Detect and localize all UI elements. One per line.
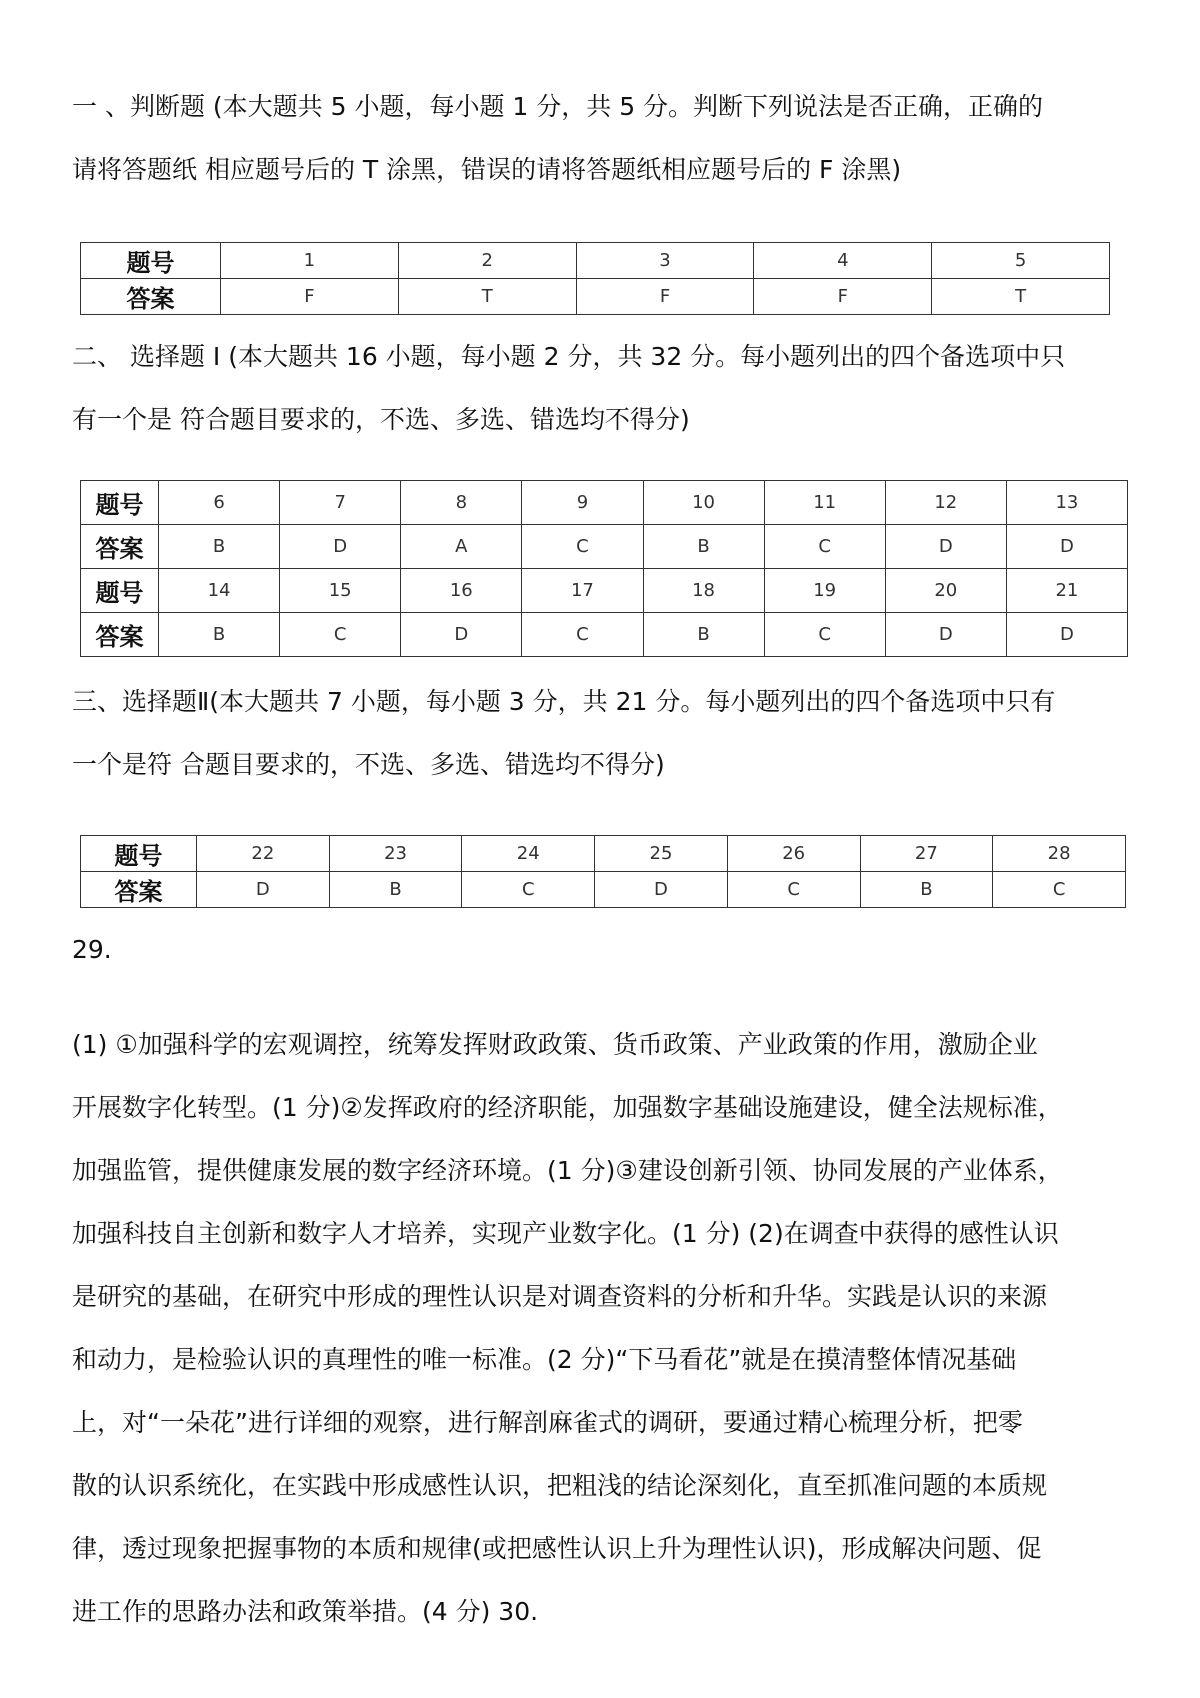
question-number-cell: 16 xyxy=(401,569,522,613)
answer-cell: A xyxy=(401,525,522,569)
question-number: 29. xyxy=(72,935,112,964)
question-number-cell: 11 xyxy=(764,481,885,525)
question-number-cell: 1 xyxy=(221,243,399,279)
answer-cell: F xyxy=(221,279,399,315)
row-header-cell: 答案 xyxy=(81,613,159,657)
answer-line: 和动力，是检验认识的真理性的唯一标准。(2 分)“下马看花”就是在摸清整体情况基础 xyxy=(72,1345,1017,1374)
answer-cell: T xyxy=(932,279,1110,315)
question-number-cell: 14 xyxy=(159,569,280,613)
answer-cell: C xyxy=(522,613,643,657)
section2-line: 有一个是 符合题目要求的，不选、多选、错选均不得分) xyxy=(72,405,690,434)
question-number-cell: 2 xyxy=(398,243,576,279)
question-number-cell: 10 xyxy=(643,481,764,525)
answer-cell: D xyxy=(1006,613,1127,657)
section3-instructions xyxy=(72,670,1136,796)
answer-cell: D xyxy=(401,613,522,657)
answer-cell: D xyxy=(885,613,1006,657)
row-header-cell: 答案 xyxy=(81,525,159,569)
answer-cell: C xyxy=(462,872,595,908)
section3-line: 一个是符 合题目要求的，不选、多选、错选均不得分) xyxy=(72,750,665,779)
answer-cell: D xyxy=(280,525,401,569)
question-number-cell: 21 xyxy=(1006,569,1127,613)
row-header-cell: 题号 xyxy=(81,569,159,613)
row-header-cell: 题号 xyxy=(81,243,221,279)
question-number-cell: 19 xyxy=(764,569,885,613)
question-number-cell: 20 xyxy=(885,569,1006,613)
question-29-answer xyxy=(72,1013,1136,1643)
answer-line: 上，对“一朵花”进行详细的观察，进行解剖麻雀式的调研，要通过精心梳理分析，把零 xyxy=(72,1408,1023,1437)
question-number-cell: 17 xyxy=(522,569,643,613)
answer-cell: B xyxy=(643,613,764,657)
question-number-cell: 7 xyxy=(280,481,401,525)
section1-answer-table xyxy=(80,242,1110,315)
question-number-cell: 28 xyxy=(993,836,1126,872)
answer-cell: D xyxy=(595,872,728,908)
answer-cell: D xyxy=(885,525,1006,569)
question-number-cell: 22 xyxy=(197,836,330,872)
question-number-cell: 6 xyxy=(159,481,280,525)
answer-line: 进工作的思路办法和政策举措。(4 分) 30. xyxy=(72,1597,539,1626)
section2-answer-table xyxy=(80,480,1128,657)
table-row xyxy=(81,613,1128,657)
answer-cell: B xyxy=(860,872,993,908)
answer-cell: B xyxy=(643,525,764,569)
section1-instructions xyxy=(72,75,1136,201)
answer-line: 加强科技自主创新和数字人才培养，实现产业数字化。(1 分) (2)在调查中获得的感性认识 xyxy=(72,1219,1059,1248)
question-number-cell: 13 xyxy=(1006,481,1127,525)
answer-cell: B xyxy=(159,613,280,657)
answer-line: 加强监管，提供健康发展的数字经济环境。(1 分)③建设创新引领、协同发展的产业体系， xyxy=(72,1156,1063,1185)
answer-cell: B xyxy=(329,872,462,908)
answer-cell: C xyxy=(993,872,1126,908)
answer-line: 是研究的基础，在研究中形成的理性认识是对调查资料的分析和升华。实践是认识的来源 xyxy=(72,1282,1048,1311)
answer-line: (1) ①加强科学的宏观调控，统筹发挥财政政策、货币政策、产业政策的作用，激励企业 xyxy=(72,1030,1038,1059)
section3-line: 三、选择题Ⅱ(本大题共 7 小题，每小题 3 分，共 21 分。每小题列出的四个备选项中只有 xyxy=(72,687,1056,716)
section2-instructions xyxy=(72,325,1136,451)
table-row xyxy=(81,569,1128,613)
table-row xyxy=(81,836,1126,872)
answer-cell: C xyxy=(764,525,885,569)
question-number-cell: 24 xyxy=(462,836,595,872)
answer-cell: F xyxy=(754,279,932,315)
section3-answer-table xyxy=(80,835,1126,908)
answer-cell: F xyxy=(576,279,754,315)
question-number-cell: 8 xyxy=(401,481,522,525)
table-row xyxy=(81,279,1110,315)
question-29-number xyxy=(72,918,1136,981)
question-number-cell: 3 xyxy=(576,243,754,279)
answer-cell: B xyxy=(159,525,280,569)
answer-line: 开展数字化转型。(1 分)②发挥政府的经济职能，加强数字基础设施建设，健全法规标准， xyxy=(72,1093,1063,1122)
answer-cell: C xyxy=(280,613,401,657)
question-number-cell: 15 xyxy=(280,569,401,613)
answer-cell: C xyxy=(764,613,885,657)
answer-cell: T xyxy=(398,279,576,315)
section2-line: 二、 选择题 I (本大题共 16 小题，每小题 2 分，共 32 分。每小题列出的四个备选项中只 xyxy=(72,342,1066,371)
question-number-cell: 26 xyxy=(727,836,860,872)
answer-line: 散的认识系统化，在实践中形成感性认识，把粗浅的结论深刻化，直至抓准问题的本质规 xyxy=(72,1471,1048,1500)
section1-line: 请将答题纸 相应题号后的 T 涂黑，错误的请将答题纸相应题号后的 F 涂黑) xyxy=(72,155,902,184)
answer-cell: D xyxy=(197,872,330,908)
table-row xyxy=(81,481,1128,525)
row-header-cell: 答案 xyxy=(81,872,197,908)
section1-line: 一 、判断题 (本大题共 5 小题，每小题 1 分，共 5 分。判断下列说法是否正确，正确的 xyxy=(72,92,1044,121)
answer-cell: C xyxy=(522,525,643,569)
question-number-cell: 5 xyxy=(932,243,1110,279)
table-row xyxy=(81,243,1110,279)
question-number-cell: 27 xyxy=(860,836,993,872)
table-row xyxy=(81,525,1128,569)
answer-line: 律，透过现象把握事物的本质和规律(或把感性认识上升为理性认识)，形成解决问题、促 xyxy=(72,1534,1042,1563)
question-number-cell: 9 xyxy=(522,481,643,525)
row-header-cell: 答案 xyxy=(81,279,221,315)
answer-cell: C xyxy=(727,872,860,908)
question-number-cell: 4 xyxy=(754,243,932,279)
answer-cell: D xyxy=(1006,525,1127,569)
question-number-cell: 25 xyxy=(595,836,728,872)
row-header-cell: 题号 xyxy=(81,481,159,525)
question-number-cell: 23 xyxy=(329,836,462,872)
question-number-cell: 18 xyxy=(643,569,764,613)
row-header-cell: 题号 xyxy=(81,836,197,872)
question-number-cell: 12 xyxy=(885,481,1006,525)
table-row xyxy=(81,872,1126,908)
